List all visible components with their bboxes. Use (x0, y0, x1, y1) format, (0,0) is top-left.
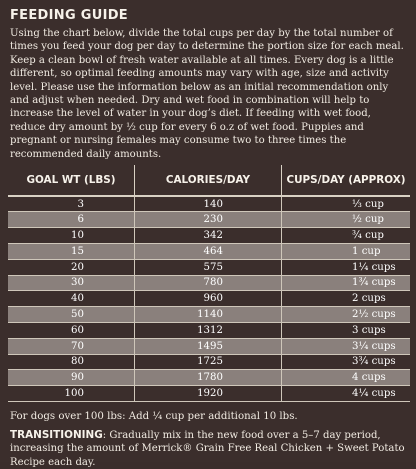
cell-weight: 70 (8, 338, 135, 354)
table-row (8, 196, 410, 212)
cell-calories: 780 (135, 275, 282, 291)
table-row (8, 259, 410, 275)
header-cups: CUPS/DAY (APPROX) (282, 165, 411, 196)
cell-calories: 1312 (135, 322, 282, 338)
cell-cups: 2½ cups (282, 307, 411, 323)
table-row (8, 386, 410, 402)
table-row (8, 212, 410, 228)
table-row (8, 307, 410, 323)
table-row (8, 354, 410, 370)
table-row (8, 370, 410, 386)
cell-cups: 1 cup (282, 243, 411, 259)
cell-weight: 6 (8, 212, 135, 228)
cell-weight: 15 (8, 243, 135, 259)
cell-calories: 1140 (135, 307, 282, 323)
cell-calories: 1495 (135, 338, 282, 354)
cell-weight: 80 (8, 354, 135, 370)
cell-calories: 464 (135, 243, 282, 259)
cell-cups: ¾ cup (282, 228, 411, 244)
feeding-table (8, 165, 410, 402)
cell-cups: 1¾ cups (282, 275, 411, 291)
cell-weight: 40 (8, 291, 135, 307)
cell-weight: 50 (8, 307, 135, 323)
cell-cups: 4 cups (282, 370, 411, 386)
table-row (8, 322, 410, 338)
table-row (8, 243, 410, 259)
cell-calories: 230 (135, 212, 282, 228)
cell-weight: 60 (8, 322, 135, 338)
table-row (8, 338, 410, 354)
cell-cups: ½ cup (282, 212, 411, 228)
table-row (8, 275, 410, 291)
page-title: FEEDING GUIDE (10, 8, 128, 23)
transition-note (10, 429, 408, 469)
over-100-note: For dogs over 100 lbs: Add ¼ cup per additional 10 lbs. (10, 410, 298, 422)
cell-calories: 1920 (135, 386, 282, 402)
table-row (8, 228, 410, 244)
cell-weight: 3 (8, 196, 135, 212)
cell-cups: 1¼ cups (282, 259, 411, 275)
cell-calories: 342 (135, 228, 282, 244)
cell-cups: 3¼ cups (282, 338, 411, 354)
cell-weight: 100 (8, 386, 135, 402)
table-row (8, 291, 410, 307)
cell-weight: 10 (8, 228, 135, 244)
cell-cups: ⅓ cup (282, 196, 411, 212)
transition-text: : Gradually mix in the new food over a 5–7 day period, increasing the amount of Merrick® Grain Free Real Chicken + Sweet Potato Recipe each day. (10, 429, 405, 468)
cell-weight: 90 (8, 370, 135, 386)
cell-calories: 960 (135, 291, 282, 307)
cell-calories: 1780 (135, 370, 282, 386)
cell-calories: 140 (135, 196, 282, 212)
transition-label: TRANSITIONING (10, 428, 103, 441)
header-goal-weight: GOAL WT (LBS) (8, 165, 135, 196)
cell-cups: 3¾ cups (282, 354, 411, 370)
intro-paragraph: Using the chart below, divide the total cups per day by the total number of times you feed your dog per day to determine the portion size for each meal. Keep a clean bowl of fresh water available at all times. Every dog is a little different, so optimal feeding amounts may vary with age, size and activity level. Please use the information below as an initial recommendation only and adjust when needed. Dry and wet food in combination will help to increase the level of water in your dog’s diet. If feeding with wet food, reduce dry amount by ½ cup for every 6 o.z of wet food. Puppies and pregnant or nursing females may consume two to three times the recommended daily amounts. (10, 28, 404, 160)
cell-calories: 575 (135, 259, 282, 275)
cell-weight: 20 (8, 259, 135, 275)
cell-cups: 4¼ cups (282, 386, 411, 402)
header-calories: CALORIES/DAY (135, 165, 282, 196)
cell-calories: 1725 (135, 354, 282, 370)
cell-cups: 2 cups (282, 291, 411, 307)
cell-cups: 3 cups (282, 322, 411, 338)
table-header-row (8, 165, 410, 196)
cell-weight: 30 (8, 275, 135, 291)
